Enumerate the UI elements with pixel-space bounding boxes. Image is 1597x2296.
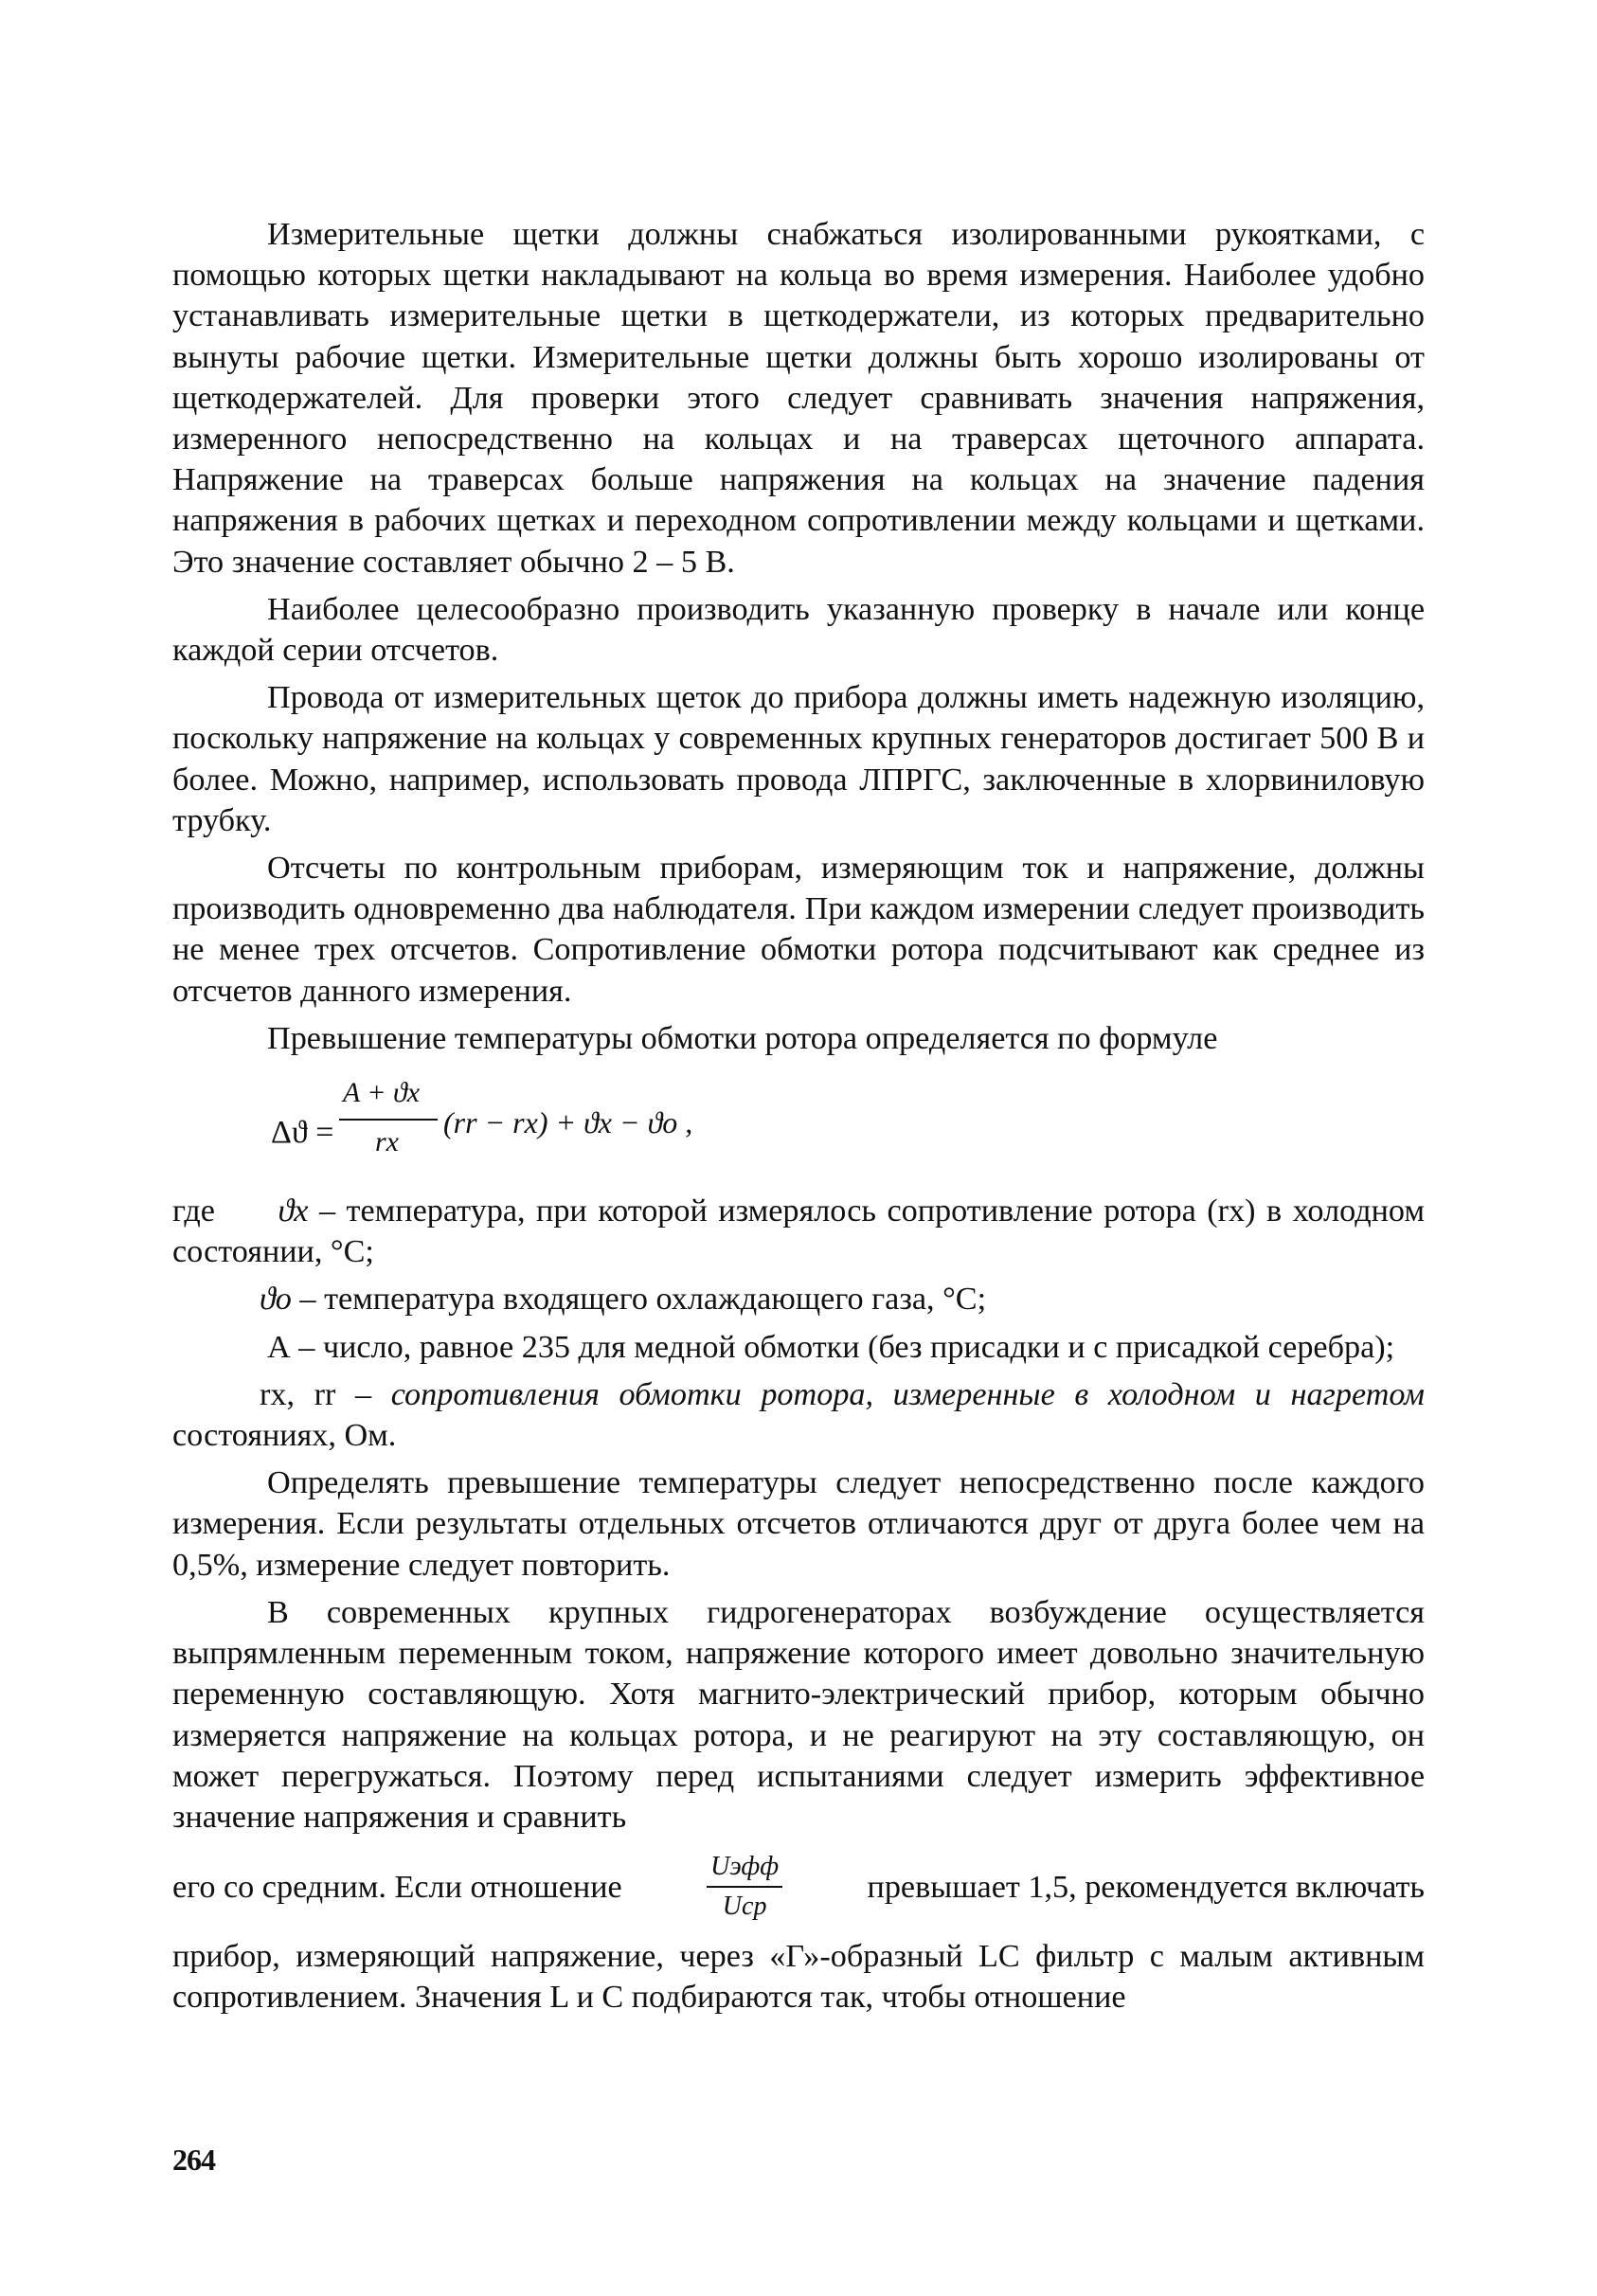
resistance-text-tail: состояниях, Ом.	[172, 1418, 397, 1454]
paragraph-6: Определять превышение температуры следует непосредственно после каждого измерения. Если результаты отдельных отсчетов отличаются друг от друга более чем на 0,5%, измерение следует повторить.	[172, 1465, 1425, 1583]
formula-lhs: Δϑ =	[271, 1115, 334, 1151]
theta-x-text: – температура, при которой измерялось сопротивление ротора (rx) в холодном состоянии, °С;	[172, 1193, 1426, 1270]
formula-rest: (rr − rx) + ϑx − ϑo ,	[443, 1105, 693, 1140]
paragraph-5: Превышение температуры обмотки ротора определяется по формуле	[267, 1020, 1218, 1056]
paragraph-1: Измерительные щетки должны снабжаться изолированными рукоятками, с помощью которых щетки накладывают на кольца во время измерения. Наиболее удобно устанавливать измерительные щетки в щеткодержатели, из которых предварительно вынуты рабочие щетки. Измерительные щетки должны быть хорошо изолированы от щеткодержателей. Для проверки этого следует сравнивать значения напряжения, измеренного непосредственно на кольцах и на траверсах щеточного аппарата. Напряжение на траверсах больше напряжения на кольцах на значение падения напряжения в рабочих щетках и переходном сопротивлении между кольцами и щетками. Это значение составляет обычно 2 – 5 В.	[172, 217, 1425, 580]
definition-a: А – число, равное 235 для медной обмотки (без присадки и с присадкой серебра);	[267, 1329, 1395, 1365]
formula-fraction-line	[339, 1119, 438, 1121]
ratio-numerator: Uэфф	[707, 1848, 782, 1888]
resistance-symbols: rx, rr	[260, 1376, 336, 1412]
page-body	[172, 214, 1425, 2025]
paragraph-3: Провода от измерительных щеток до прибора должны иметь надежную изоляцию, поскольку напряжение на кольцах у современных крупных генераторов достигает 500 В и более. Можно, например, использовать провода ЛПРГС, заключенные в хлорвиниловую трубку.	[172, 680, 1425, 838]
ratio-fraction	[707, 1848, 782, 1926]
formula-numerator: A + ϑx	[343, 1077, 421, 1109]
definition-theta-o	[172, 1279, 1425, 1319]
page-number: 264	[172, 2143, 215, 2177]
paragraph-4: Отсчеты по контрольным приборам, измеряющим ток и напряжение, должны производить одновременно два наблюдателя. При каждом измерении следует производить не менее трех отсчетов. Сопротивление обмотки ротора подсчитывают как среднее из отсчетов данного измерения.	[172, 851, 1425, 1009]
definition-theta-x	[172, 1191, 1425, 1272]
temperature-rise-formula	[172, 1066, 1425, 1177]
paragraph-9: прибор, измеряющий напряжение, через «Г»-образный LC фильтр с малым активным сопротивлением. Значения L и С подбираются так, чтобы отношение	[172, 1939, 1425, 2016]
formula-denominator: rx	[375, 1126, 399, 1158]
theta-o-symbol: ϑo	[260, 1282, 292, 1318]
paragraph-2: Наиболее целесообразно производить указанную проверку в начале или конце каждой серии отсчетов.	[172, 591, 1425, 669]
where-word: где	[172, 1193, 215, 1229]
resistance-text: – сопротивления обмотки ротора, измеренные в холодном и нагретом	[355, 1376, 1425, 1412]
definition-resistances	[172, 1374, 1425, 1456]
theta-x-symbol: ϑx	[278, 1193, 309, 1229]
ratio-text-after: превышает 1,5, рекомендуется включать	[867, 1869, 1425, 1905]
ratio-line	[172, 1841, 1425, 1932]
paragraph-7: В современных крупных гидрогенераторах возбуждение осуществляется выпрямленным переменным током, напряжение которого имеет довольно значительную переменную составляющую. Хотя магнито-электрический прибор, которым обычно измеряется напряжение на кольцах ротора, и не реагируют на эту составляющую, он может перегружаться. Поэтому перед испытаниями следует измерить эффективное значение напряжения и сравнить	[172, 1594, 1425, 1835]
ratio-denominator: Uср	[722, 1892, 767, 1922]
theta-o-text: – температура входящего охлаждающего газа, °С;	[299, 1282, 987, 1318]
ratio-text-before: его со средним. Если отношение	[172, 1869, 622, 1905]
